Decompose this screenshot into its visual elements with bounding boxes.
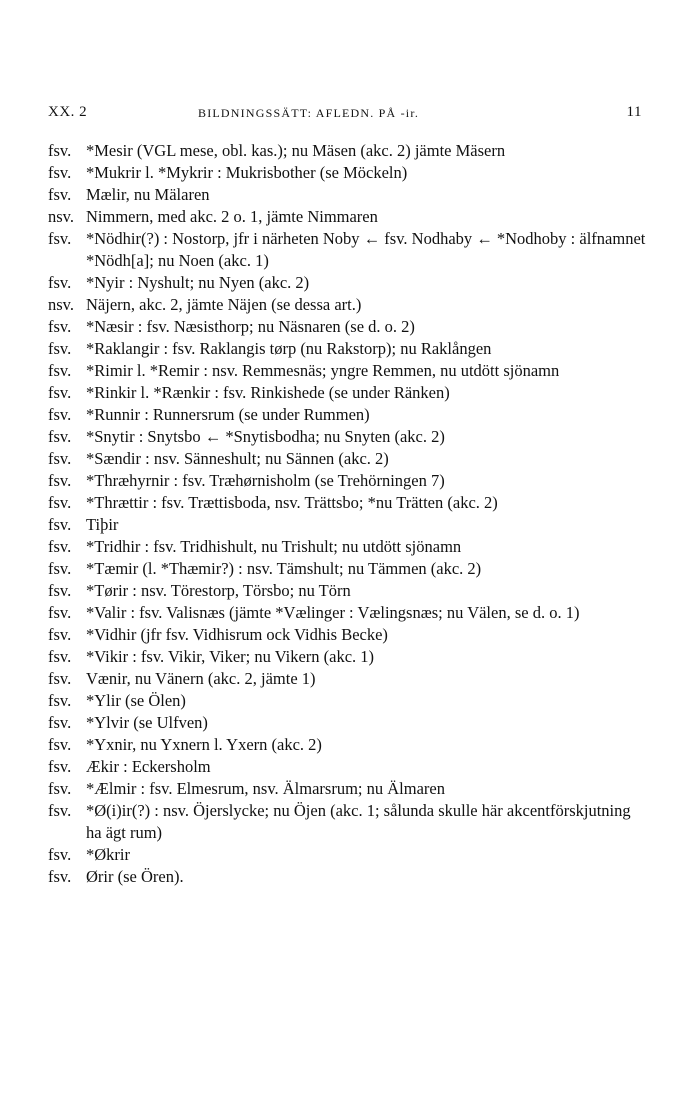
entry-row: [48, 624, 648, 646]
entry-row: [48, 580, 648, 602]
entry-text: *Nyir : Nyshult; nu Nyen (akc. 2): [86, 273, 310, 292]
entry-row: [48, 470, 648, 492]
entry-text: *Thrættir : fsv. Trættisboda, nsv. Trättsbo; *nu Trätten (akc. 2): [86, 493, 498, 512]
entry-text: *Tridhir : fsv. Tridhishult, nu Trishult; nu utdött sjönamn: [86, 537, 462, 556]
entry-text: *Økrir: [86, 845, 130, 864]
entry-text: *Runnir : Runnersrum (se under Rummen): [86, 405, 370, 424]
entry-text: *Mukrir l. *Mykrir : Mukrisbother (se Möckeln): [86, 163, 408, 182]
entry-language: fsv.: [48, 647, 72, 666]
entry-language: fsv.: [48, 801, 72, 820]
entry-language: fsv.: [48, 867, 72, 886]
entry-language: fsv.: [48, 163, 72, 182]
entry-language: fsv.: [48, 515, 72, 534]
entry-language: fsv.: [48, 735, 72, 754]
entry-row: [48, 184, 648, 206]
entry-row: [48, 844, 648, 866]
entry-language: fsv.: [48, 625, 72, 644]
page-number: 11: [626, 104, 642, 120]
section-number: XX. 2: [48, 104, 88, 120]
page-header: [48, 104, 642, 128]
entry-row: [48, 338, 648, 360]
entry-language: fsv.: [48, 427, 72, 446]
entry-row: [48, 426, 648, 448]
entry-row: [48, 514, 648, 536]
entry-language: fsv.: [48, 669, 72, 688]
entry-text: Ækir : Eckersholm: [86, 757, 211, 776]
entry-language: fsv.: [48, 757, 72, 776]
entry-language: fsv.: [48, 537, 72, 556]
entry-language: fsv.: [48, 185, 72, 204]
entry-text: *Valir : fsv. Valisnæs (jämte *Vælinger : Vælingsnæs; nu Välen, se d. o. 1): [86, 603, 580, 622]
entry-row: [48, 668, 648, 690]
entry-row: [48, 712, 648, 734]
entry-row: [48, 558, 648, 580]
entry-text: *Vidhir (jfr fsv. Vidhisrum ock Vidhis Becke): [86, 625, 388, 644]
entry-text: *Thræhyrnir : fsv. Træhørnisholm (se Trehörningen 7): [86, 471, 445, 490]
entry-language: fsv.: [48, 493, 72, 512]
entry-text: *Vikir : fsv. Vikir, Viker; nu Vikern (akc. 1): [86, 647, 375, 666]
entry-row: [48, 800, 648, 844]
entry-language: fsv.: [48, 317, 72, 336]
entry-row: [48, 316, 648, 338]
entry-language: fsv.: [48, 691, 72, 710]
entry-row: [48, 294, 648, 316]
entry-row: [48, 492, 648, 514]
entry-language: fsv.: [48, 405, 72, 424]
entry-language: fsv.: [48, 603, 72, 622]
entry-language: fsv.: [48, 471, 72, 490]
entry-text: *Rimir l. *Remir : nsv. Remmesnäs; yngre Remmen, nu utdött sjönamn: [86, 361, 560, 380]
entry-language: fsv.: [48, 779, 72, 798]
entry-text: Nimmern, med akc. 2 o. 1, jämte Nimmaren: [86, 207, 378, 226]
entry-text: *Nödhir(?) : Nostorp, jfr i närheten Noby ← fsv. Nodhaby ← *Nodhoby : älfnamnet *Nödh[a]; nu Noen (akc. 1): [86, 229, 646, 270]
entry-row: [48, 228, 648, 272]
entry-language: fsv.: [48, 229, 72, 248]
entry-row: [48, 272, 648, 294]
entry-language: fsv.: [48, 273, 72, 292]
entry-row: [48, 646, 648, 668]
entry-row: [48, 866, 648, 888]
entry-language: fsv.: [48, 141, 72, 160]
entry-row: [48, 448, 648, 470]
entry-text: *Ø(i)ir(?) : nsv. Öjerslycke; nu Öjen (akc. 1; sålunda skulle här akcentförskjutning ha ägt rum): [86, 801, 631, 842]
entry-text: Mælir, nu Mälaren: [86, 185, 210, 204]
entry-text: *Næsir : fsv. Næsisthorp; nu Näsnaren (se d. o. 2): [86, 317, 415, 336]
entry-language: fsv.: [48, 713, 72, 732]
entry-text: *Sændir : nsv. Sänneshult; nu Sännen (akc. 2): [86, 449, 389, 468]
entry-text: *Snytir : Snytsbo ← *Snytisbodha; nu Snyten (akc. 2): [86, 427, 445, 446]
entry-language: fsv.: [48, 449, 72, 468]
entry-language: fsv.: [48, 361, 72, 380]
entry-row: [48, 756, 648, 778]
entry-row: [48, 536, 648, 558]
entry-row: [48, 404, 648, 426]
entry-text: *Yxnir, nu Yxnern l. Yxern (akc. 2): [86, 735, 322, 754]
entry-language: fsv.: [48, 559, 72, 578]
entry-row: [48, 778, 648, 800]
entry-text: *Tørir : nsv. Törestorp, Törsbo; nu Törn: [86, 581, 351, 600]
entry-language: fsv.: [48, 581, 72, 600]
entry-language: fsv.: [48, 383, 72, 402]
entry-text: *Mesir (VGL mese, obl. kas.); nu Mäsen (akc. 2) jämte Mäsern: [86, 141, 506, 160]
entry-row: [48, 602, 648, 624]
entry-row: [48, 382, 648, 404]
entry-text: *Ylvir (se Ulfven): [86, 713, 208, 732]
entry-text: *Raklangir : fsv. Raklangis tørp (nu Rakstorp); nu Raklången: [86, 339, 492, 358]
entry-language: fsv.: [48, 339, 72, 358]
entry-text: *Ælmir : fsv. Elmesrum, nsv. Älmarsrum; nu Älmaren: [86, 779, 445, 798]
entry-row: [48, 206, 648, 228]
entry-row: [48, 734, 648, 756]
entry-text: Vænir, nu Vänern (akc. 2, jämte 1): [86, 669, 316, 688]
entry-language: nsv.: [48, 207, 74, 226]
running-title: BILDNINGSSÄTT: AFLEDN. PÅ -ir.: [198, 106, 420, 120]
entry-text: *Ylir (se Ölen): [86, 691, 186, 710]
entry-language: nsv.: [48, 295, 74, 314]
entry-text: Tiþir: [86, 515, 119, 534]
entry-row: [48, 162, 648, 184]
entry-text: *Rinkir l. *Rænkir : fsv. Rinkishede (se under Ränken): [86, 383, 450, 402]
entry-row: [48, 140, 648, 162]
entry-language: fsv.: [48, 845, 72, 864]
entry-text: *Tæmir (l. *Thæmir?) : nsv. Tämshult; nu Tämmen (akc. 2): [86, 559, 482, 578]
entry-list: [48, 140, 648, 888]
entry-text: Ørir (se Ören).: [86, 867, 184, 886]
entry-row: [48, 360, 648, 382]
entry-text: Näjern, akc. 2, jämte Näjen (se dessa art.): [86, 295, 362, 314]
entry-row: [48, 690, 648, 712]
